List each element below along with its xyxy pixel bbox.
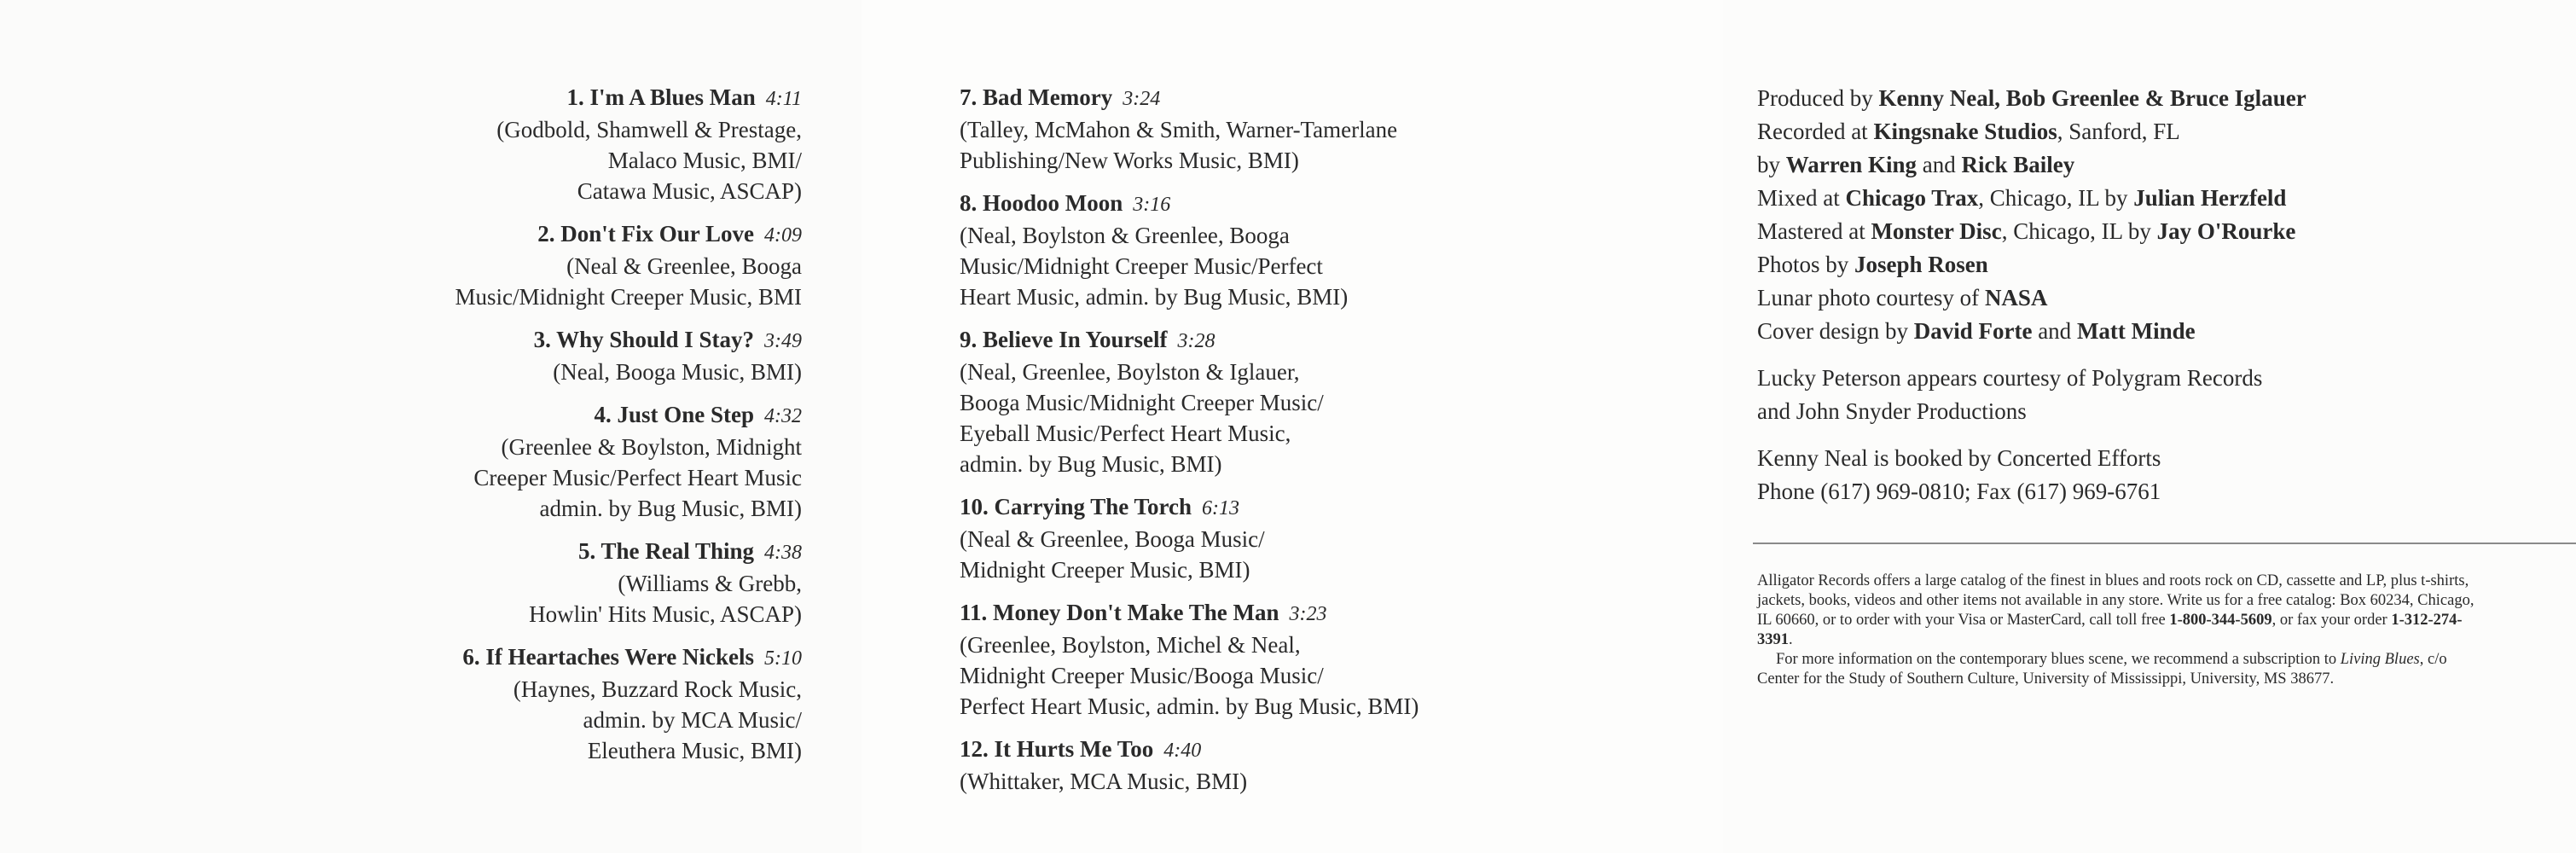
track-credit-line: (Williams & Grebb, [618, 571, 802, 596]
track-credit-line: admin. by Bug Music, BMI) [539, 496, 802, 521]
track-credit-line: Music/Midnight Creeper Music/Perfect [960, 253, 1323, 279]
track-credit-line: (Greenlee & Boylston, Midnight [501, 434, 802, 460]
track-list-middle [960, 82, 1659, 809]
subscription-paragraph: For more information on the contemporary blues scene, we recommend a subscription to Living Blues, c/o Center for the Study of Southern Culture, University of Mississippi, University, MS 38677. [1757, 651, 2447, 688]
track-credit-line: (Greenlee, Boylston, Michel & Neal, [960, 632, 1301, 658]
label-footnote [1757, 572, 2491, 689]
track-time: 6:13 [1202, 497, 1240, 519]
track-title: 3. Why Should I Stay? [533, 327, 754, 352]
track-list-left [273, 82, 802, 778]
credit-mixed: Mixed at Chicago Trax, Chicago, IL by Julian Herzfeld [1757, 185, 2287, 211]
track-credit-line: Publishing/New Works Music, BMI) [960, 148, 1299, 173]
track-credit-line: Booga Music/Midnight Creeper Music/ [960, 390, 1324, 415]
track-credit-line: (Neal, Boylston & Greenlee, Booga [960, 223, 1290, 248]
track-credit-line: (Neal & Greenlee, Booga [566, 253, 802, 279]
track-entry [273, 399, 802, 524]
track-title: 12. It Hurts Me Too [960, 736, 1154, 762]
track-entry [960, 597, 1659, 722]
track-credit-line: Creeper Music/Perfect Heart Music [473, 465, 802, 490]
track-credit-line: (Talley, McMahon & Smith, Warner-Tamerlane [960, 117, 1398, 142]
right-panel [1723, 0, 2576, 853]
track-heading [273, 324, 802, 357]
track-entry [273, 218, 802, 312]
track-title: 5. The Real Thing [577, 538, 754, 564]
track-credit-line: Perfect Heart Music, admin. by Bug Music, BMI) [960, 693, 1419, 719]
track-credit-line: (Neal, Greenlee, Boylston & Iglauer, [960, 359, 1300, 385]
credit-photos: Photos by Joseph Rosen [1757, 252, 1988, 277]
credit-engineers: by Warren King and Rick Bailey [1757, 152, 2075, 177]
track-heading [273, 536, 802, 568]
track-title: 10. Carrying The Torch [960, 494, 1192, 519]
track-time: 4:38 [764, 542, 802, 564]
track-entry [960, 491, 1659, 585]
track-time: 5:10 [764, 647, 802, 670]
track-credit-line: (Haynes, Buzzard Rock Music, [513, 676, 802, 702]
track-entry [960, 188, 1659, 312]
track-credit-line: (Godbold, Shamwell & Prestage, [496, 117, 802, 142]
track-heading [960, 491, 1659, 524]
track-time: 3:23 [1289, 603, 1327, 625]
track-time: 3:28 [1177, 330, 1215, 352]
production-credits [1757, 82, 2542, 508]
track-credit-line: Heart Music, admin. by Bug Music, BMI) [960, 284, 1349, 310]
track-heading [960, 324, 1659, 357]
track-credit-line: Malaco Music, BMI/ [607, 148, 802, 173]
track-heading [960, 734, 1659, 766]
track-heading [960, 597, 1659, 630]
track-credit-line: Catawa Music, ASCAP) [577, 178, 802, 204]
track-time: 3:49 [764, 330, 802, 352]
track-entry [960, 324, 1659, 479]
track-heading [273, 399, 802, 432]
track-credit-line: (Neal & Greenlee, Booga Music/ [960, 526, 1265, 552]
track-entry [960, 82, 1659, 176]
catalog-paragraph: Alligator Records offers a large catalog of the finest in blues and roots rock on CD, cassette and LP, plus t-shirts, jackets, books, videos and other items not available in any store. Write us for a free catalog: Box 60234, Chicago, IL 60660, or to order with your Visa or MasterCard, call toll free 1-800-344-5609, or fax your order 1-312-274-3391. [1757, 572, 2474, 648]
middle-panel [862, 0, 1723, 853]
track-entry [960, 734, 1659, 797]
track-entry [273, 324, 802, 387]
track-time: 4:11 [765, 88, 802, 110]
track-entry [273, 536, 802, 630]
track-time: 4:09 [764, 224, 802, 247]
track-heading [960, 188, 1659, 220]
track-credit-line: Music/Midnight Creeper Music, BMI [455, 284, 802, 310]
track-title: 9. Believe In Yourself [960, 327, 1168, 352]
track-title: 11. Money Don't Make The Man [960, 600, 1279, 625]
track-time: 3:16 [1133, 194, 1171, 216]
track-title: 1. I'm A Blues Man [566, 84, 756, 110]
credit-lunar-photo: Lunar photo courtesy of NASA [1757, 285, 2048, 310]
track-credit-line: Midnight Creeper Music/Booga Music/ [960, 663, 1324, 688]
track-credit-line: Eleuthera Music, BMI) [587, 738, 802, 763]
track-heading [273, 641, 802, 674]
credit-guest-courtesy: Lucky Peterson appears courtesy of Polygram Records [1757, 365, 2263, 391]
track-title: 8. Hoodoo Moon [960, 190, 1123, 216]
track-entry [273, 82, 802, 206]
track-time: 3:24 [1123, 88, 1161, 110]
track-credit-line: admin. by Bug Music, BMI) [960, 451, 1222, 477]
track-credit-line: (Neal, Booga Music, BMI) [553, 359, 802, 385]
left-panel [0, 0, 862, 853]
credit-mastered: Mastered at Monster Disc, Chicago, IL by Jay O'Rourke [1757, 218, 2296, 244]
track-credit-line: Eyeball Music/Perfect Heart Music, [960, 421, 1291, 446]
track-heading [960, 82, 1659, 114]
track-credit-line: admin. by MCA Music/ [583, 707, 802, 733]
divider-line [1753, 543, 2576, 544]
track-heading [273, 82, 802, 114]
track-title: 6. If Heartaches Were Nickels [462, 644, 754, 670]
track-credit-line: (Whittaker, MCA Music, BMI) [960, 769, 1248, 794]
track-time: 4:40 [1163, 740, 1202, 762]
credit-booking-phone: Phone (617) 969-0810; Fax (617) 969-6761 [1757, 479, 2161, 504]
credit-booking: Kenny Neal is booked by Concerted Efforts [1757, 445, 2161, 471]
credit-cover-design: Cover design by David Forte and Matt Minde [1757, 318, 2196, 344]
track-heading [273, 218, 802, 251]
track-credit-line: Howlin' Hits Music, ASCAP) [529, 601, 802, 627]
credit-recorded: Recorded at Kingsnake Studios, Sanford, FL [1757, 119, 2180, 144]
credit-producer: Produced by Kenny Neal, Bob Greenlee & Bruce Iglauer [1757, 85, 2306, 111]
track-title: 2. Don't Fix Our Love [537, 221, 754, 247]
track-entry [273, 641, 802, 766]
track-credit-line: Midnight Creeper Music, BMI) [960, 557, 1250, 583]
track-title: 4. Just One Step [594, 402, 754, 427]
track-time: 4:32 [764, 405, 802, 427]
credit-guest-courtesy-cont: and John Snyder Productions [1757, 398, 2027, 424]
track-title: 7. Bad Memory [960, 84, 1113, 110]
